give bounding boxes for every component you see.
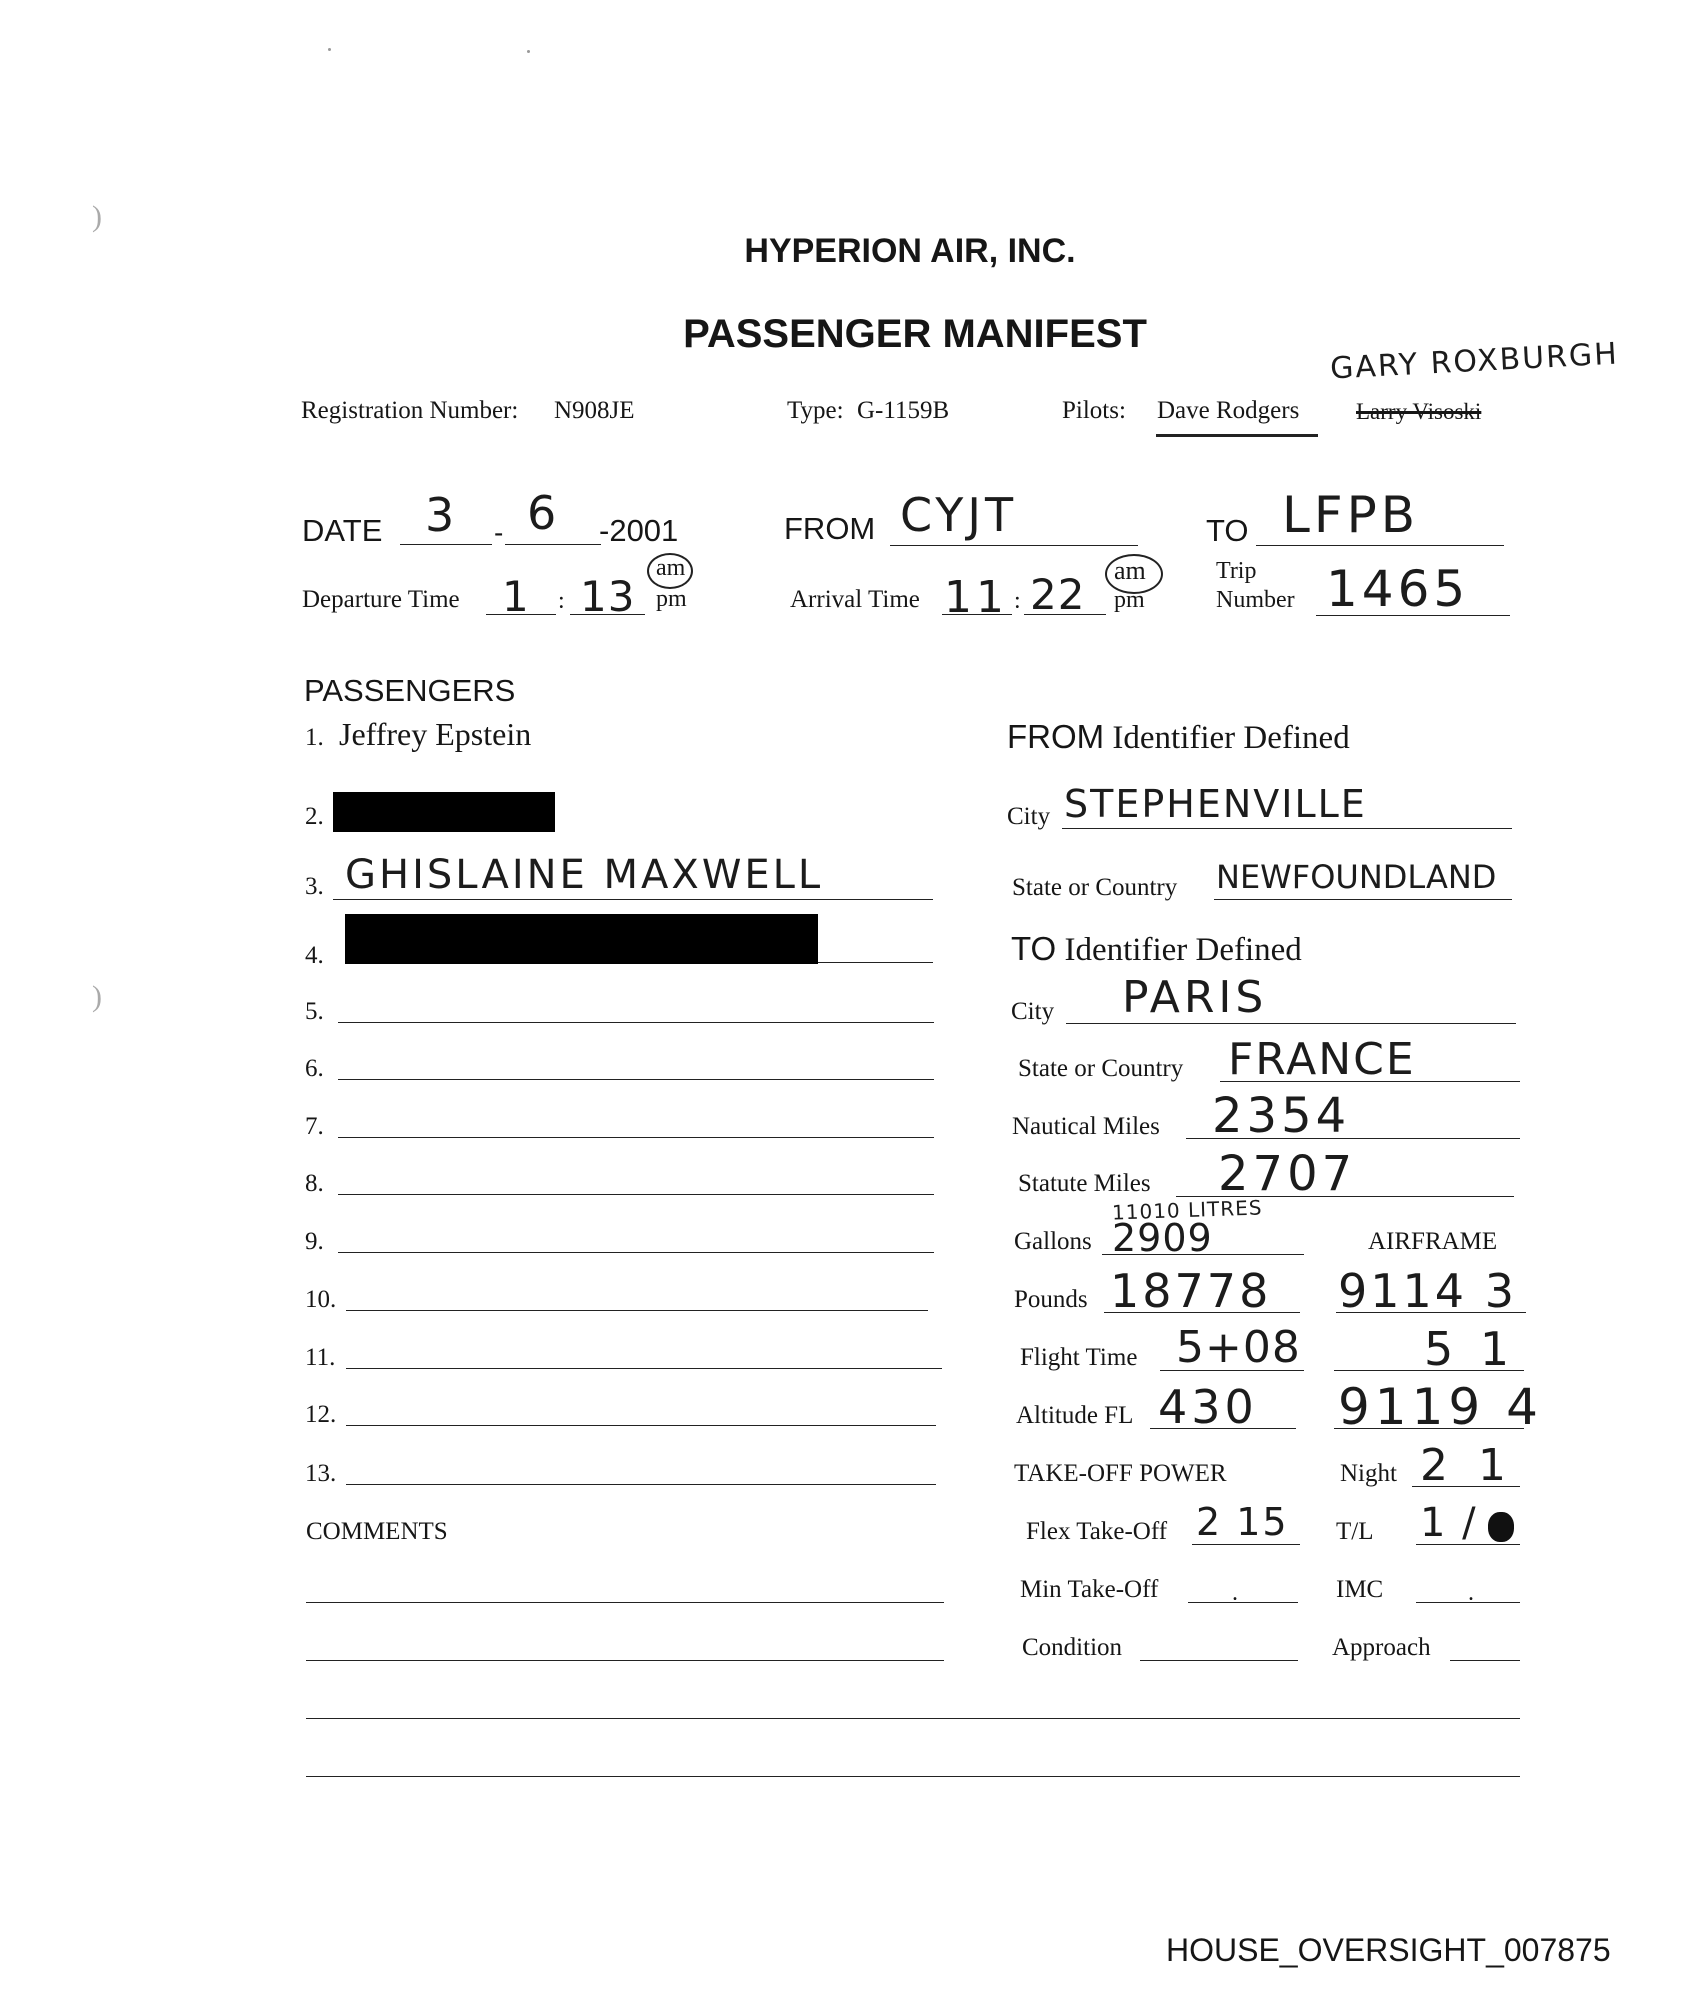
condition-line [1140,1660,1298,1661]
tl-scribble-mark [1488,1512,1514,1542]
passenger-name: Jeffrey Epstein [339,716,532,752]
to-identifier-heading-strong: TO [1011,930,1057,967]
pilot-2-struck: Larry Visoski [1356,399,1482,424]
night: 2 1 [1420,1440,1514,1491]
scan-margin-mark: ) [92,980,102,1013]
tl-label: T/L [1336,1518,1374,1545]
passenger-line [338,1137,934,1138]
pounds: 18778 [1110,1264,1272,1318]
trip-number: 1465 [1326,560,1470,618]
night-label: Night [1340,1460,1397,1487]
altitude: 430 [1158,1380,1258,1434]
registration-value: N908JE [554,397,635,424]
date-dash: - [494,517,504,548]
to-city-line [1066,1023,1516,1024]
to-state: FRANCE [1228,1034,1416,1085]
passenger-number: 3. [305,873,324,900]
to-city-label: City [1011,998,1055,1025]
trip-label-1: Trip [1216,558,1257,584]
min-takeoff-line [1188,1602,1298,1603]
from-identifier-heading [1007,718,1350,757]
comments-line [306,1602,944,1603]
passenger-line [333,899,933,900]
to-identifier-heading [1011,930,1302,969]
departure-colon: : [558,588,565,614]
pilot-1: Dave Rodgers [1157,397,1300,424]
passenger-number: 1. [305,724,324,751]
passenger-name: GHISLAINE MAXWELL [345,852,824,898]
from-identifier-heading-rest: Identifier Defined [1112,720,1350,756]
passenger-number: 10. [305,1286,337,1313]
pilot-1-underline [1156,434,1318,437]
to-identifier-heading-rest: Identifier Defined [1064,932,1302,968]
passenger-number: 2. [305,803,324,830]
date-day-line [505,544,601,545]
airframe-label: AIRFRAME [1368,1228,1498,1255]
flex-takeoff: 2 15 [1196,1500,1289,1544]
departure-label: Departure Time [302,586,460,613]
airframe-3: 9119 4 [1338,1378,1543,1436]
nautical-miles: 2354 [1212,1088,1351,1144]
to-value: LFPB [1282,486,1420,544]
tl: 1 / [1420,1500,1478,1546]
passenger-line [346,1310,928,1311]
airframe-1: 9114 3 [1338,1264,1517,1318]
passenger-number: 12. [305,1401,337,1428]
passenger-line [346,1425,936,1426]
type-value: G-1159B [857,397,950,424]
departure-am: am [656,555,686,581]
from-state: NEWFOUNDLAND [1216,858,1497,896]
page-title: PASSENGER MANIFEST [683,312,1147,356]
date-year: -2001 [599,513,679,548]
statute-miles-label: Statute Miles [1018,1170,1151,1197]
passenger-number: 6. [305,1055,324,1082]
passenger-number: 4. [305,942,324,969]
nautical-miles-label: Nautical Miles [1012,1113,1160,1140]
bates-number: HOUSE_OVERSIGHT_007875 [1166,1932,1611,1968]
passenger-line [346,1484,936,1485]
date-day: 6 [527,486,561,540]
passenger-line [338,1022,934,1023]
passenger-line [338,1194,934,1195]
condition-label: Condition [1022,1634,1123,1661]
pilots-label: Pilots: [1062,397,1126,424]
altitude-label: Altitude FL [1016,1402,1134,1429]
imc-label: IMC [1336,1576,1384,1603]
passenger-line [346,1368,942,1369]
takeoff-power-label: TAKE-OFF POWER [1014,1460,1227,1487]
to-state-label: State or Country [1018,1055,1184,1082]
gallons-label: Gallons [1014,1228,1092,1255]
passenger-number: 9. [305,1228,324,1255]
arrival-am: am [1114,556,1146,585]
arrival-label: Arrival Time [790,586,920,613]
flight-time-label: Flight Time [1020,1344,1138,1371]
pounds-label: Pounds [1014,1286,1088,1313]
comments-line [306,1776,1520,1777]
trip-label-2: Number [1216,587,1295,613]
arrival-hour: 11 [944,572,1008,623]
registration-label: Registration Number: [301,397,519,424]
to-line [1256,545,1504,546]
type-label: Type: [787,397,844,424]
passenger-number: 8. [305,1170,324,1197]
passenger-line [338,1079,934,1080]
gallons: 2909 [1112,1216,1213,1260]
passenger-number: 5. [305,998,324,1025]
company-name: HYPERION AIR, INC. [744,232,1076,270]
flex-takeoff-label: Flex Take-Off [1026,1518,1168,1545]
approach-line [1450,1660,1520,1661]
arrival-colon: : [1014,588,1021,614]
scan-speck [328,48,331,51]
scan-margin-mark: ) [92,200,102,233]
flex-takeoff-line [1192,1544,1300,1545]
departure-min: 13 [580,572,636,621]
imc-dot: . [1468,1580,1474,1606]
arrival-min: 22 [1030,570,1086,619]
to-city: PARIS [1122,972,1268,1023]
min-takeoff-label: Min Take-Off [1020,1576,1159,1603]
arrival-pm: pm [1114,587,1145,613]
passengers-heading: PASSENGERS [304,673,516,708]
redaction-box [333,792,555,832]
date-month: 3 [425,488,459,542]
passenger-line [338,1252,934,1253]
passenger-number: 11. [305,1344,336,1371]
passenger-number: 13. [305,1460,337,1487]
comments-line [306,1718,1520,1719]
min-takeoff-dot: . [1232,1580,1238,1606]
comments-label: COMMENTS [306,1518,448,1545]
from-city-line [1062,828,1512,829]
airframe-2: 5 1 [1424,1322,1516,1376]
from-label: FROM [784,511,876,546]
scan-speck [527,50,530,53]
gallons-litres-note: 11010 LITRES [1111,1195,1263,1225]
flight-time: 5+08 [1176,1322,1301,1373]
from-state-label: State or Country [1012,874,1178,901]
departure-hour: 1 [502,572,533,621]
pilot-2-handwritten: GARY ROXBURGH [1329,336,1620,387]
approach-label: Approach [1332,1634,1431,1661]
passenger-line [818,962,933,963]
departure-pm: pm [656,586,687,612]
from-line [890,545,1138,546]
from-city-label: City [1007,803,1051,830]
redaction-box [345,914,818,964]
from-identifier-heading-strong: FROM [1007,718,1105,755]
from-value: CYJT [900,488,1018,542]
date-label: DATE [302,513,383,548]
comments-line [306,1660,944,1661]
to-label: TO [1206,513,1249,548]
from-state-line [1214,899,1512,900]
from-city: STEPHENVILLE [1064,782,1367,826]
date-month-line [400,544,492,545]
passenger-number: 7. [305,1113,324,1140]
statute-miles: 2707 [1218,1146,1357,1202]
